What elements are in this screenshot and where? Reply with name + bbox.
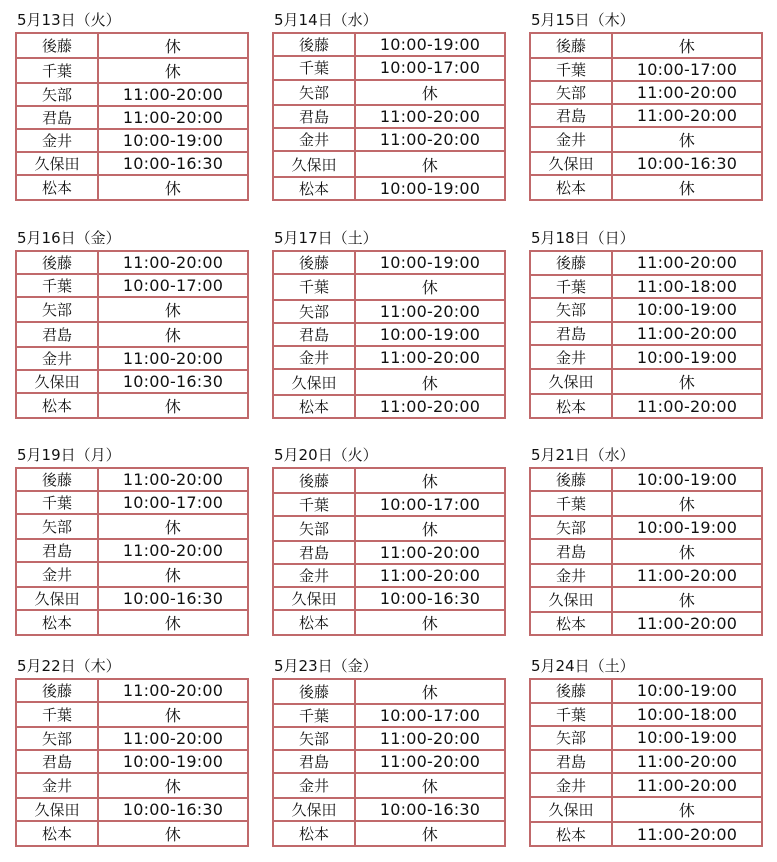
table-row bbox=[530, 369, 762, 395]
date-heading: 5月22日（木） bbox=[17, 657, 121, 675]
staff-name: 松本 bbox=[16, 821, 98, 846]
table-row bbox=[273, 773, 505, 798]
table-row bbox=[530, 322, 762, 346]
table-row bbox=[273, 493, 505, 516]
shift-table bbox=[15, 250, 249, 419]
date-heading: 5月14日（水） bbox=[274, 11, 378, 29]
table-row bbox=[530, 679, 762, 703]
staff-name: 後藤 bbox=[530, 251, 612, 275]
table-row bbox=[273, 821, 505, 846]
shift-time: 休 bbox=[612, 797, 762, 823]
staff-name: 久保田 bbox=[273, 151, 355, 176]
staff-name: 矢部 bbox=[530, 298, 612, 322]
staff-name: 君島 bbox=[16, 539, 98, 562]
staff-name: 松本 bbox=[16, 393, 98, 418]
shift-time: 11:00-20:00 bbox=[612, 322, 762, 346]
staff-name: 千葉 bbox=[530, 491, 612, 516]
shift-time: 10:00-17:00 bbox=[98, 274, 248, 297]
shift-time: 休 bbox=[98, 322, 248, 347]
staff-name: 矢部 bbox=[530, 81, 612, 104]
shift-time: 10:00-16:30 bbox=[355, 587, 505, 610]
shift-time: 休 bbox=[98, 562, 248, 587]
table-row bbox=[530, 612, 762, 635]
staff-name: 後藤 bbox=[273, 251, 355, 274]
shift-time: 休 bbox=[612, 127, 762, 152]
staff-name: 君島 bbox=[16, 750, 98, 773]
shift-time: 休 bbox=[98, 33, 248, 58]
staff-name: 金井 bbox=[16, 347, 98, 370]
table-row bbox=[16, 727, 248, 750]
table-row bbox=[16, 347, 248, 370]
table-row bbox=[273, 369, 505, 394]
date-heading: 5月21日（水） bbox=[531, 446, 635, 464]
shift-time: 10:00-19:00 bbox=[355, 251, 505, 274]
shift-table bbox=[529, 250, 763, 419]
staff-name: 千葉 bbox=[273, 56, 355, 79]
shift-time: 10:00-16:30 bbox=[98, 798, 248, 821]
staff-name: 久保田 bbox=[530, 587, 612, 612]
shift-table bbox=[272, 467, 506, 636]
staff-name: 千葉 bbox=[16, 274, 98, 297]
shift-time: 11:00-20:00 bbox=[98, 679, 248, 702]
shift-time: 10:00-19:00 bbox=[355, 323, 505, 346]
shift-time: 休 bbox=[355, 821, 505, 846]
staff-name: 矢部 bbox=[16, 514, 98, 539]
table-row bbox=[530, 275, 762, 299]
table-row bbox=[273, 274, 505, 299]
staff-name: 後藤 bbox=[530, 33, 612, 58]
table-row bbox=[530, 587, 762, 612]
staff-name: 松本 bbox=[273, 821, 355, 846]
shift-time: 休 bbox=[612, 587, 762, 612]
shift-time: 11:00-20:00 bbox=[355, 727, 505, 750]
date-heading: 5月15日（木） bbox=[531, 11, 635, 29]
shift-table bbox=[529, 467, 763, 636]
shift-time: 11:00-20:00 bbox=[98, 539, 248, 562]
shift-time: 休 bbox=[355, 610, 505, 635]
staff-name: 千葉 bbox=[273, 704, 355, 727]
staff-name: 矢部 bbox=[273, 80, 355, 105]
shift-time: 休 bbox=[98, 297, 248, 322]
staff-name: 矢部 bbox=[530, 516, 612, 539]
staff-name: 久保田 bbox=[273, 369, 355, 394]
shift-time: 11:00-20:00 bbox=[355, 541, 505, 564]
table-row bbox=[273, 704, 505, 727]
table-row bbox=[16, 539, 248, 562]
staff-name: 君島 bbox=[273, 541, 355, 564]
staff-name: 松本 bbox=[16, 610, 98, 635]
shift-time: 11:00-20:00 bbox=[98, 106, 248, 129]
shift-table bbox=[272, 678, 506, 847]
shift-time: 休 bbox=[612, 175, 762, 200]
staff-name: 千葉 bbox=[16, 58, 98, 83]
table-row bbox=[16, 702, 248, 727]
date-heading: 5月23日（金） bbox=[274, 657, 378, 675]
table-row bbox=[16, 468, 248, 491]
staff-name: 金井 bbox=[273, 128, 355, 151]
date-heading: 5月17日（土） bbox=[274, 229, 378, 247]
date-heading: 5月24日（土） bbox=[531, 657, 635, 675]
staff-name: 松本 bbox=[273, 610, 355, 635]
staff-name: 久保田 bbox=[530, 369, 612, 395]
shift-time: 休 bbox=[355, 274, 505, 299]
shift-time: 11:00-18:00 bbox=[612, 275, 762, 299]
staff-name: 金井 bbox=[273, 773, 355, 798]
staff-name: 松本 bbox=[530, 612, 612, 635]
shift-time: 11:00-20:00 bbox=[355, 750, 505, 773]
shift-table bbox=[529, 32, 763, 201]
shift-time: 11:00-20:00 bbox=[98, 727, 248, 750]
table-row bbox=[273, 798, 505, 821]
shift-time: 10:00-17:00 bbox=[612, 58, 762, 81]
staff-name: 金井 bbox=[530, 345, 612, 369]
shift-time: 10:00-16:30 bbox=[98, 370, 248, 393]
shift-time: 11:00-20:00 bbox=[612, 81, 762, 104]
table-row bbox=[273, 128, 505, 151]
shift-time: 休 bbox=[612, 491, 762, 516]
date-heading: 5月20日（火） bbox=[274, 446, 378, 464]
table-row bbox=[273, 56, 505, 79]
shift-time: 11:00-20:00 bbox=[355, 564, 505, 587]
staff-name: 久保田 bbox=[273, 587, 355, 610]
shift-time: 10:00-16:30 bbox=[98, 587, 248, 610]
shift-time: 11:00-20:00 bbox=[612, 750, 762, 774]
staff-name: 千葉 bbox=[530, 703, 612, 727]
table-row bbox=[16, 322, 248, 347]
table-row bbox=[273, 727, 505, 750]
table-row bbox=[16, 175, 248, 200]
table-row bbox=[530, 298, 762, 322]
shift-table bbox=[529, 678, 763, 847]
shift-time: 10:00-17:00 bbox=[355, 704, 505, 727]
table-row bbox=[530, 345, 762, 369]
shift-time: 10:00-19:00 bbox=[612, 516, 762, 539]
table-row bbox=[16, 251, 248, 274]
shift-time: 休 bbox=[612, 33, 762, 58]
shift-time: 10:00-16:30 bbox=[98, 152, 248, 175]
table-row bbox=[530, 251, 762, 275]
table-row bbox=[530, 564, 762, 587]
staff-name: 金井 bbox=[530, 127, 612, 152]
table-row bbox=[273, 80, 505, 105]
shift-time: 11:00-20:00 bbox=[355, 128, 505, 151]
staff-name: 後藤 bbox=[16, 251, 98, 274]
shift-time: 10:00-19:00 bbox=[98, 129, 248, 152]
staff-name: 久保田 bbox=[530, 152, 612, 175]
shift-time: 10:00-19:00 bbox=[612, 468, 762, 491]
shift-time: 11:00-20:00 bbox=[98, 347, 248, 370]
shift-time: 休 bbox=[355, 468, 505, 493]
table-row bbox=[530, 468, 762, 491]
staff-name: 千葉 bbox=[273, 274, 355, 299]
shift-time: 11:00-20:00 bbox=[612, 394, 762, 418]
table-row bbox=[16, 562, 248, 587]
staff-name: 矢部 bbox=[273, 516, 355, 541]
table-row bbox=[16, 491, 248, 514]
shift-time: 休 bbox=[98, 175, 248, 200]
table-row bbox=[273, 564, 505, 587]
staff-name: 君島 bbox=[530, 322, 612, 346]
staff-name: 金井 bbox=[16, 773, 98, 798]
shift-time: 11:00-20:00 bbox=[355, 300, 505, 323]
table-row bbox=[273, 679, 505, 704]
shift-time: 11:00-20:00 bbox=[612, 251, 762, 275]
table-row bbox=[16, 297, 248, 322]
shift-time: 休 bbox=[355, 80, 505, 105]
shift-time: 休 bbox=[98, 393, 248, 418]
staff-name: 金井 bbox=[16, 129, 98, 152]
staff-name: 久保田 bbox=[16, 370, 98, 393]
table-row bbox=[273, 610, 505, 635]
staff-name: 後藤 bbox=[273, 33, 355, 56]
table-row bbox=[273, 151, 505, 176]
table-row bbox=[530, 394, 762, 418]
shift-time: 10:00-19:00 bbox=[612, 679, 762, 703]
table-row bbox=[16, 773, 248, 798]
table-row bbox=[16, 750, 248, 773]
staff-name: 君島 bbox=[16, 322, 98, 347]
table-row bbox=[16, 821, 248, 846]
shift-time: 休 bbox=[98, 514, 248, 539]
table-row bbox=[16, 129, 248, 152]
table-row bbox=[16, 152, 248, 175]
staff-name: 久保田 bbox=[16, 798, 98, 821]
table-row bbox=[16, 393, 248, 418]
table-row bbox=[273, 395, 505, 418]
shift-time: 11:00-20:00 bbox=[612, 773, 762, 797]
table-row bbox=[530, 104, 762, 127]
table-row bbox=[530, 750, 762, 774]
table-row bbox=[273, 750, 505, 773]
shift-time: 10:00-16:30 bbox=[355, 798, 505, 821]
shift-table bbox=[272, 250, 506, 419]
table-row bbox=[16, 514, 248, 539]
table-row bbox=[530, 491, 762, 516]
staff-name: 後藤 bbox=[530, 679, 612, 703]
table-row bbox=[273, 516, 505, 541]
staff-name: 後藤 bbox=[273, 679, 355, 704]
table-row bbox=[530, 516, 762, 539]
shift-time: 休 bbox=[98, 610, 248, 635]
shift-time: 10:00-19:00 bbox=[612, 726, 762, 750]
staff-name: 久保田 bbox=[16, 587, 98, 610]
shift-time: 10:00-18:00 bbox=[612, 703, 762, 727]
staff-name: 千葉 bbox=[530, 275, 612, 299]
table-row bbox=[530, 822, 762, 846]
table-row bbox=[16, 798, 248, 821]
shift-time: 休 bbox=[355, 369, 505, 394]
table-row bbox=[16, 610, 248, 635]
shift-time: 11:00-20:00 bbox=[98, 83, 248, 106]
staff-name: 後藤 bbox=[530, 468, 612, 491]
shift-time: 休 bbox=[612, 539, 762, 564]
staff-name: 久保田 bbox=[530, 797, 612, 823]
table-row bbox=[530, 152, 762, 175]
staff-name: 金井 bbox=[273, 346, 355, 369]
table-row bbox=[273, 251, 505, 274]
staff-name: 矢部 bbox=[16, 83, 98, 106]
staff-name: 君島 bbox=[16, 106, 98, 129]
table-row bbox=[530, 58, 762, 81]
table-row bbox=[16, 587, 248, 610]
table-row bbox=[16, 274, 248, 297]
shift-time: 11:00-20:00 bbox=[612, 822, 762, 846]
staff-name: 金井 bbox=[530, 773, 612, 797]
staff-name: 松本 bbox=[530, 394, 612, 418]
shift-time: 休 bbox=[355, 773, 505, 798]
table-row bbox=[16, 370, 248, 393]
table-row bbox=[530, 703, 762, 727]
date-heading: 5月18日（日） bbox=[531, 229, 635, 247]
table-row bbox=[273, 346, 505, 369]
table-row bbox=[273, 33, 505, 56]
staff-name: 後藤 bbox=[273, 468, 355, 493]
table-row bbox=[530, 127, 762, 152]
table-row bbox=[530, 175, 762, 200]
staff-name: 金井 bbox=[530, 564, 612, 587]
staff-name: 君島 bbox=[530, 750, 612, 774]
shift-time: 休 bbox=[98, 58, 248, 83]
staff-name: 千葉 bbox=[16, 702, 98, 727]
shift-time: 10:00-19:00 bbox=[612, 298, 762, 322]
shift-table bbox=[15, 467, 249, 636]
shift-time: 11:00-20:00 bbox=[355, 395, 505, 418]
staff-name: 松本 bbox=[530, 175, 612, 200]
shift-time: 10:00-19:00 bbox=[355, 33, 505, 56]
staff-name: 後藤 bbox=[16, 33, 98, 58]
shift-time: 10:00-19:00 bbox=[98, 750, 248, 773]
shift-time: 11:00-20:00 bbox=[612, 564, 762, 587]
staff-name: 矢部 bbox=[16, 727, 98, 750]
table-row bbox=[16, 83, 248, 106]
staff-name: 君島 bbox=[273, 323, 355, 346]
table-row bbox=[530, 33, 762, 58]
table-row bbox=[16, 33, 248, 58]
table-row bbox=[273, 177, 505, 200]
table-row bbox=[530, 539, 762, 564]
table-row bbox=[273, 587, 505, 610]
table-row bbox=[16, 106, 248, 129]
shift-time: 10:00-16:30 bbox=[612, 152, 762, 175]
staff-name: 君島 bbox=[530, 539, 612, 564]
staff-name: 松本 bbox=[273, 395, 355, 418]
staff-name: 松本 bbox=[273, 177, 355, 200]
staff-name: 松本 bbox=[16, 175, 98, 200]
shift-time: 11:00-20:00 bbox=[355, 105, 505, 128]
staff-name: 千葉 bbox=[273, 493, 355, 516]
shift-table bbox=[15, 32, 249, 201]
shift-time: 10:00-17:00 bbox=[355, 493, 505, 516]
table-row bbox=[530, 797, 762, 823]
shift-time: 11:00-20:00 bbox=[612, 104, 762, 127]
staff-name: 千葉 bbox=[530, 58, 612, 81]
shift-time: 11:00-20:00 bbox=[98, 468, 248, 491]
staff-name: 久保田 bbox=[16, 152, 98, 175]
staff-name: 金井 bbox=[273, 564, 355, 587]
table-row bbox=[273, 541, 505, 564]
shift-time: 休 bbox=[98, 773, 248, 798]
shift-time: 10:00-17:00 bbox=[98, 491, 248, 514]
table-row bbox=[273, 468, 505, 493]
staff-name: 矢部 bbox=[273, 300, 355, 323]
table-row bbox=[273, 300, 505, 323]
date-heading: 5月19日（月） bbox=[17, 446, 121, 464]
table-row bbox=[530, 81, 762, 104]
date-heading: 5月16日（金） bbox=[17, 229, 121, 247]
shift-table bbox=[272, 32, 506, 201]
table-row bbox=[273, 105, 505, 128]
staff-name: 後藤 bbox=[16, 679, 98, 702]
shift-table bbox=[15, 678, 249, 847]
table-row bbox=[16, 58, 248, 83]
table-row bbox=[530, 773, 762, 797]
date-heading: 5月13日（火） bbox=[17, 11, 121, 29]
table-row bbox=[273, 323, 505, 346]
staff-name: 後藤 bbox=[16, 468, 98, 491]
staff-name: 君島 bbox=[273, 750, 355, 773]
staff-name: 君島 bbox=[273, 105, 355, 128]
shift-time: 10:00-19:00 bbox=[612, 345, 762, 369]
table-row bbox=[530, 726, 762, 750]
shift-time: 11:00-20:00 bbox=[612, 612, 762, 635]
shift-time: 休 bbox=[355, 679, 505, 704]
shift-time: 休 bbox=[612, 369, 762, 395]
shift-time: 休 bbox=[355, 151, 505, 176]
staff-name: 矢部 bbox=[16, 297, 98, 322]
staff-name: 松本 bbox=[530, 822, 612, 846]
staff-name: 君島 bbox=[530, 104, 612, 127]
staff-name: 久保田 bbox=[273, 798, 355, 821]
staff-name: 矢部 bbox=[273, 727, 355, 750]
shift-time: 11:00-20:00 bbox=[355, 346, 505, 369]
shift-time: 休 bbox=[355, 516, 505, 541]
staff-name: 千葉 bbox=[16, 491, 98, 514]
shift-time: 休 bbox=[98, 821, 248, 846]
shift-time: 10:00-19:00 bbox=[355, 177, 505, 200]
shift-time: 休 bbox=[98, 702, 248, 727]
table-row bbox=[16, 679, 248, 702]
staff-name: 金井 bbox=[16, 562, 98, 587]
shift-time: 11:00-20:00 bbox=[98, 251, 248, 274]
staff-name: 矢部 bbox=[530, 726, 612, 750]
shift-time: 10:00-17:00 bbox=[355, 56, 505, 79]
